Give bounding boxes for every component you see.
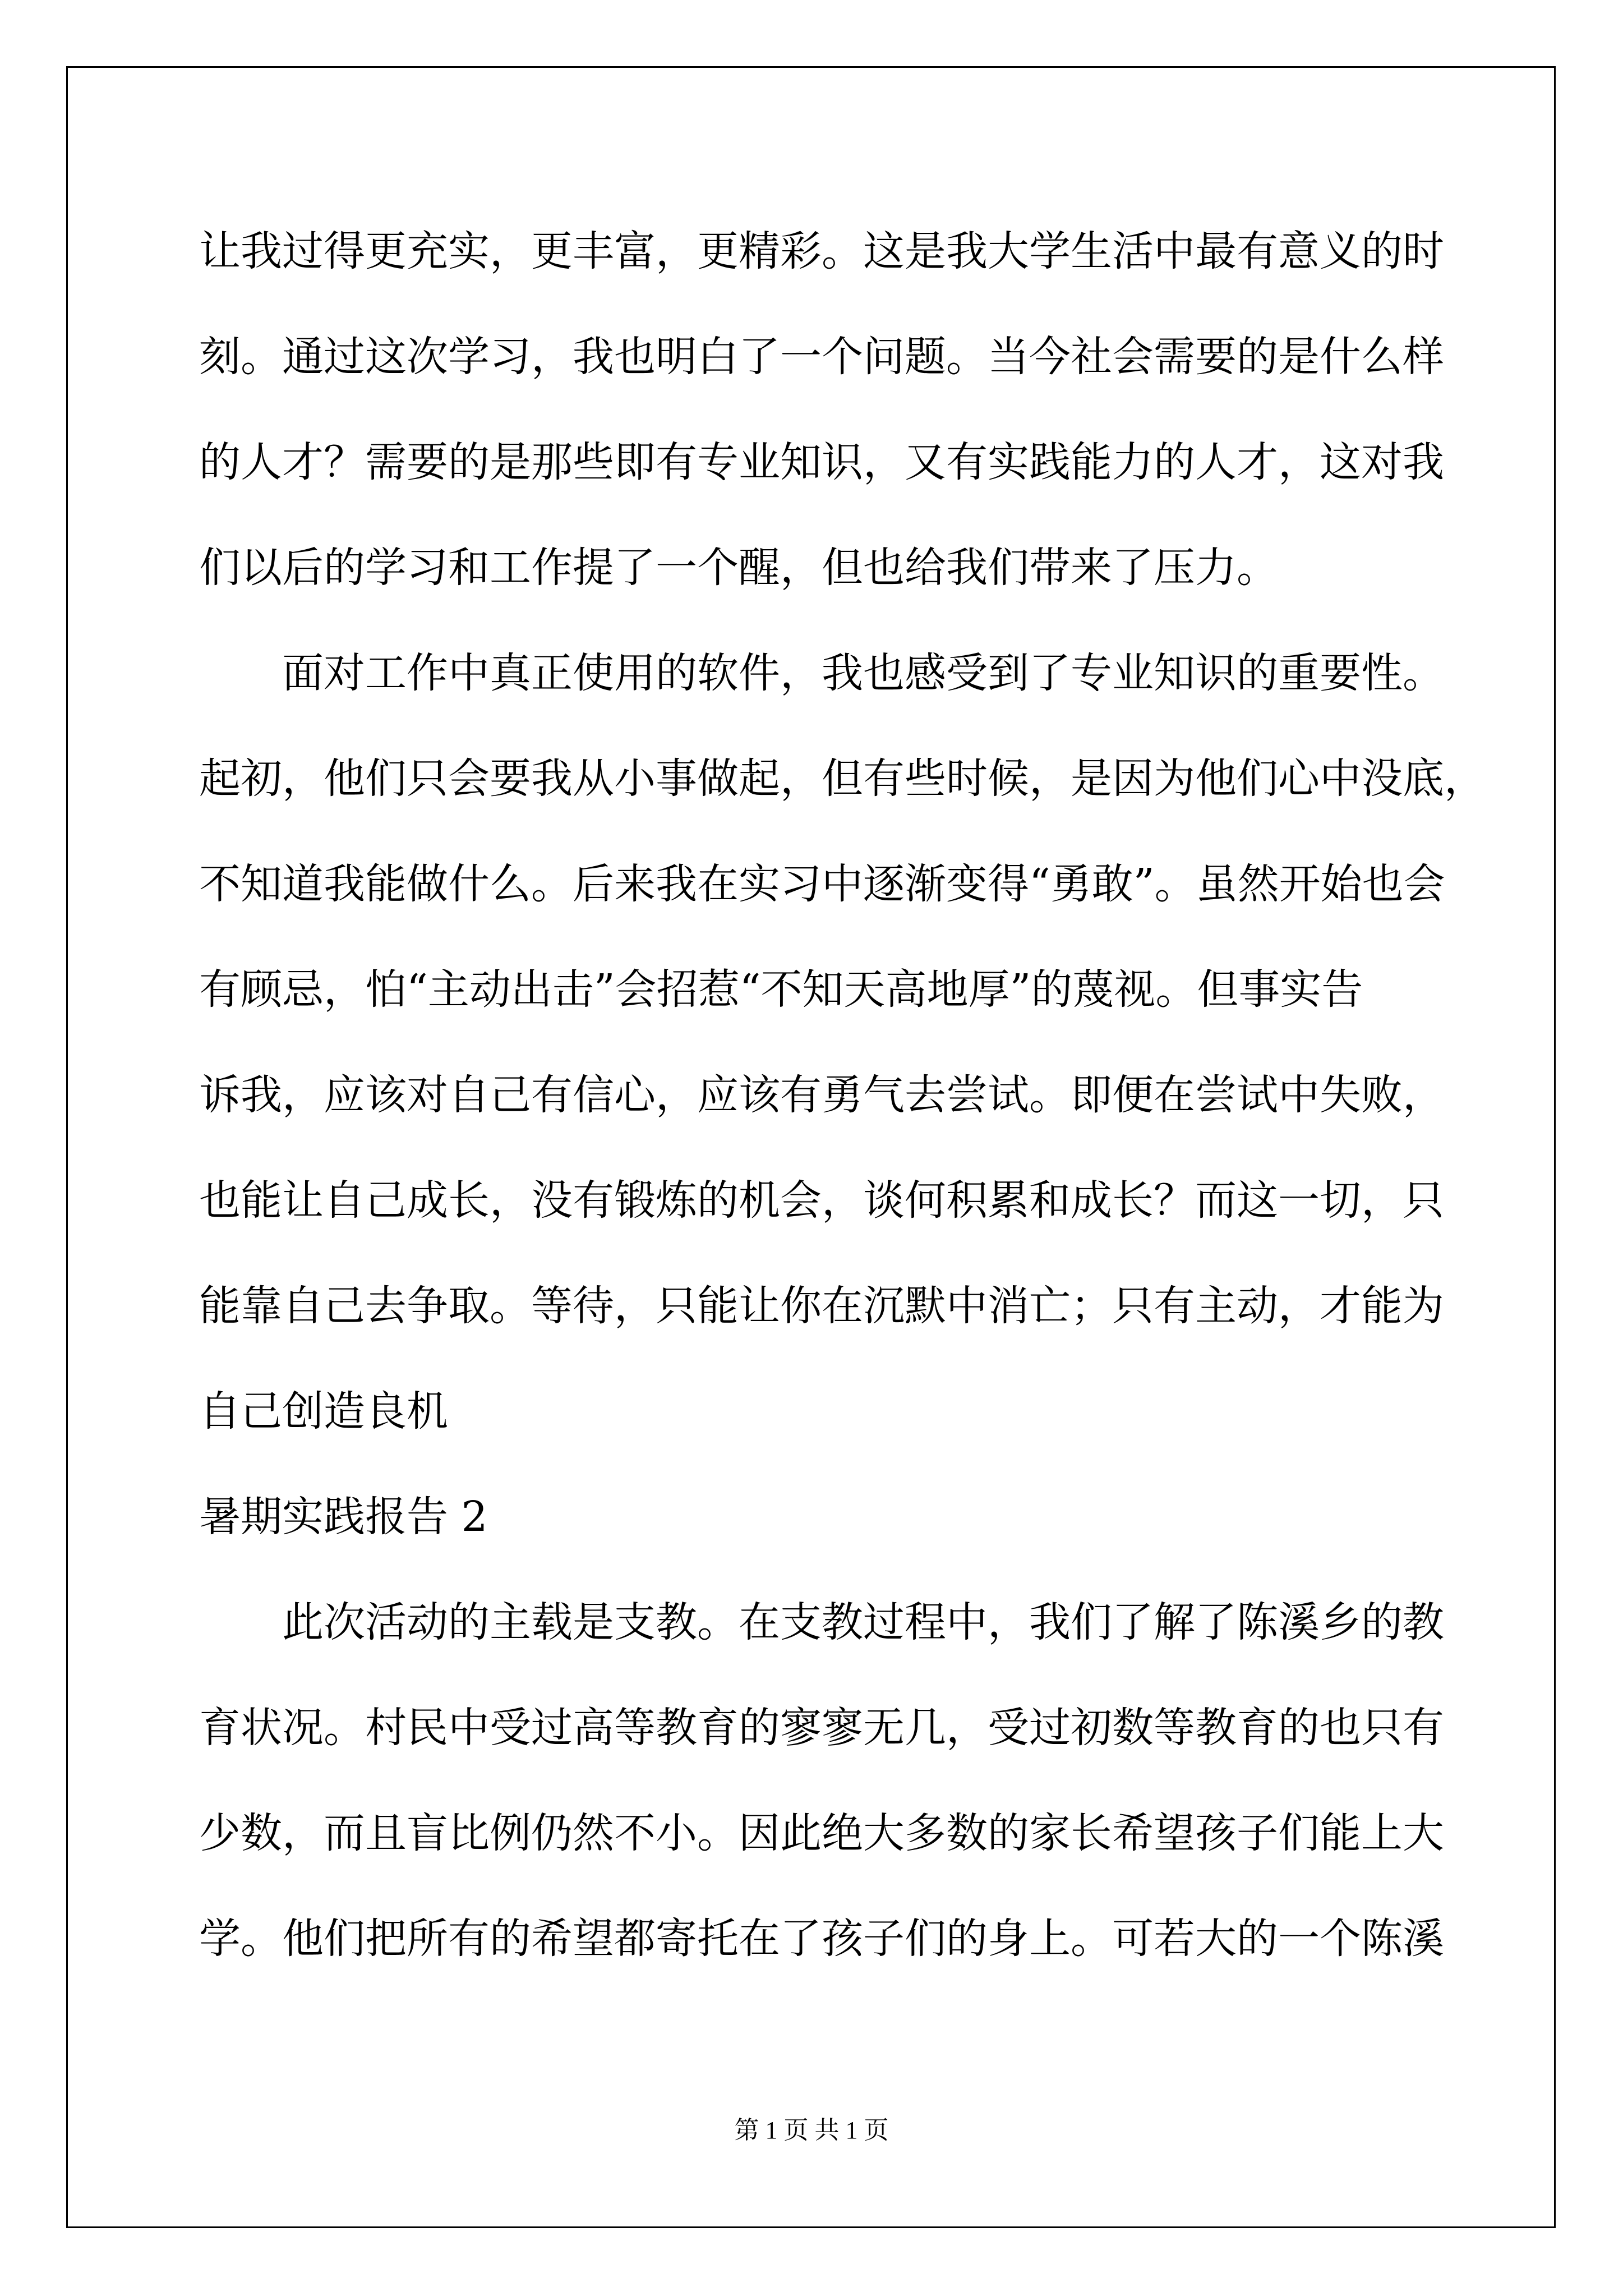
text-line: 们以后的学习和工作提了一个醒，但也给我们带来了压力。 [199, 544, 1278, 592]
text-line: 学。他们把所有的希望都寄托在了孩子们的身上。可若大的一个陈溪 [199, 1915, 1444, 1963]
text-line: 不知道我能做什么。后来我在实习中逐渐变得“勇敢”。虽然开始也会 [199, 860, 1445, 908]
text-line: 让我过得更充实，更丰富，更精彩。这是我大学生活中最有意义的时 [199, 227, 1444, 275]
section-heading: 暑期实践报告 2 [199, 1493, 488, 1541]
page-border [66, 66, 1556, 2228]
text-line: 能靠自己去争取。等待，只能让你在沉默中消亡；只有主动，才能为 [199, 1282, 1444, 1330]
text-line: 面对工作中真正使用的软件，我也感受到了专业知识的重要性。 [282, 649, 1444, 697]
text-line: 自己创造良机 [199, 1387, 448, 1435]
text-line: 育状况。村民中受过高等教育的寥寥无几，受过初数等教育的也只有 [199, 1704, 1444, 1752]
text-line: 起初，他们只会要我从小事做起，但有些时候，是因为他们心中没底， [199, 754, 1486, 803]
text-line: 此次活动的主载是支教。在支教过程中，我们了解了陈溪乡的教 [282, 1598, 1444, 1646]
text-line: 也能让自己成长，没有锻炼的机会，谈何积累和成长？而这一切，只 [199, 1176, 1444, 1225]
text-line: 少数，而且盲比例仍然不小。因此绝大多数的家长希望孩子们能上大 [199, 1809, 1444, 1857]
text-line: 诉我，应该对自己有信心，应该有勇气去尝试。即便在尝试中失败， [199, 1071, 1444, 1119]
text-line: 有顾忌，怕“主动出击”会招惹“不知天高地厚”的蔑视。但事实告 [199, 965, 1363, 1014]
text-line: 刻。通过这次学习，我也明白了一个问题。当今社会需要的是什么样 [199, 333, 1444, 381]
page-number-footer: 第 1 页 共 1 页 [734, 2116, 889, 2144]
text-line: 的人才？需要的是那些即有专业知识，又有实践能力的人才，这对我 [199, 438, 1444, 486]
